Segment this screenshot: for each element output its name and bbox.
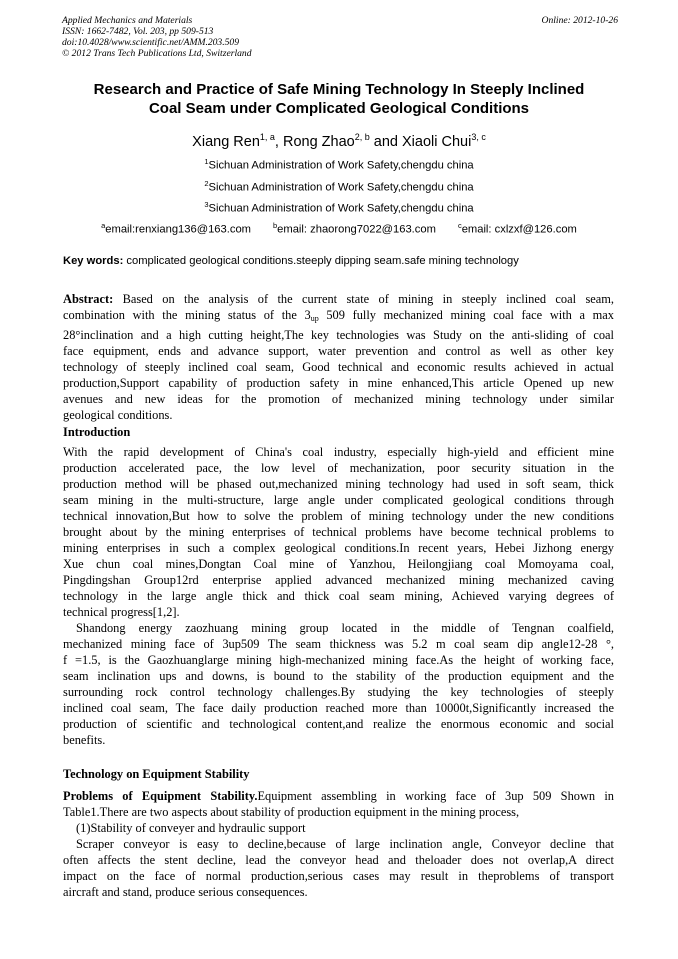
email-marker: c: [457, 221, 462, 230]
abstract-line: technology of steeply inclined coal seam, Good technical and economic results achieved in actual: [63, 360, 614, 374]
paragraph-line: inclined coal seam, The face daily production reached more than 10000t,Significantly increased the: [63, 701, 614, 715]
paragraph-line: f =1.5, is the Gaozhuanglarge mining high-mechanized mining face.As the height of working face,: [63, 653, 614, 667]
introduction-heading: Introduction: [63, 425, 131, 439]
abstract-label: Abstract:: [63, 292, 114, 306]
author-name: Rong Zhao: [282, 133, 355, 150]
affiliation-2: [40, 177, 638, 195]
affiliation-number: 3: [204, 200, 209, 209]
journal-copyright: © 2012 Trans Tech Publications Ltd, Switzerland: [62, 48, 252, 59]
journal-issn: ISSN: 1662-7482, Vol. 203, pp 509-513: [62, 26, 214, 37]
paragraph-line: brought about by the mining enterprises of technical problems have become technical problems to: [63, 525, 614, 539]
paragraph-line: seam mining in the multi-structure, large angle under complicated geological conditions through: [63, 493, 614, 507]
affiliation-text: Sichuan Administration of Work Safety,chengdu china: [208, 181, 474, 194]
title-line-2: Coal Seam under Complicated Geological Conditions: [148, 100, 530, 117]
paragraph-line: technical progress[1,2].: [63, 605, 180, 619]
keywords-text: complicated geological conditions.steeply dipping seam.safe mining technology: [123, 255, 519, 267]
paragraph-line: aircraft and stand, produce serious consequences.: [63, 885, 308, 899]
paragraph-line: technology in the large angle thick and thick coal seam mining, Achieved varying degrees of: [63, 589, 614, 603]
email-a: [101, 219, 251, 237]
list-item: (1)Stability of conveyer and hydraulic support: [76, 821, 306, 835]
paragraph-line: Xue chun coal mines,Dongtan Coal mine of Yanzhou, Heilongjiang coal Momoyama coal,: [63, 557, 614, 571]
email-b: [273, 219, 436, 237]
abstract-line: face equipment, ends and advance support, water prevention and control as well as other key: [63, 344, 614, 358]
affiliation-3: [40, 198, 638, 216]
journal-name: Applied Mechanics and Materials: [62, 15, 193, 26]
paragraph-line: benefits.: [63, 733, 106, 747]
paragraph-line: Scraper conveyor is easy to decline,because of large inclination angle, Conveyor decline that: [76, 837, 614, 851]
paragraph-line: technical innovation,But how to solve the problem of mining technology under the new conditions: [63, 509, 614, 523]
affiliation-number: 2: [204, 179, 209, 188]
abstract-line: avenues and new ideas for the promotion of mechanized mining technology under similar: [63, 392, 614, 406]
author-name: Xiang Ren: [192, 133, 260, 150]
paragraph-line: production accelerated pace, the low level of mechanization, poor security situation in the: [63, 461, 614, 475]
journal-header: [62, 15, 618, 59]
paragraph-line: impact on the face of normal production,serious cases may result in theproblems of transport: [63, 869, 614, 883]
paragraph-line: Table1.There are two aspects about stability of production equipment in the mining process,: [63, 805, 520, 819]
keywords: [63, 254, 618, 268]
affiliation-text: Sichuan Administration of Work Safety,chengdu china: [208, 159, 474, 172]
paper-title: [40, 80, 638, 118]
paragraph-line: Shandong energy zaozhuang mining group located in the middle of Tengnan coalfield,: [76, 621, 614, 635]
paragraph-line: production of scientific and technological content,and realize the enormous economic and social: [63, 717, 614, 731]
author-superscript: 1, a: [259, 132, 275, 142]
author-superscript: 3, c: [471, 132, 486, 142]
author-separator: and: [369, 133, 402, 150]
paragraph-line: production method will be phased out,mechanized mining technology had used in soft seam, thick: [63, 477, 614, 491]
introduction-paragraph-2: [63, 620, 614, 748]
introduction-section: [63, 424, 614, 440]
paragraph-line: Pingdingshan Group12rd enterprise applied advanced mechanized mining mechanized caving: [63, 573, 614, 587]
abstract-section: [63, 291, 614, 423]
equipment-section: [63, 766, 614, 782]
author-superscript: 2, b: [354, 132, 370, 142]
author-name: Xiaoli Chui: [401, 133, 472, 150]
keywords-label: Key words:: [63, 255, 124, 267]
introduction-paragraph-1: [63, 444, 614, 620]
email-text: email: zhaorong7022@163.com: [277, 223, 436, 236]
paragraph-line: mining enterprises in such a complex geological conditions.In recent years, Hebei Jizhong energy: [63, 541, 614, 555]
abstract-line: production,Support capability of production safety in mine enhanced,This article Opened up new: [63, 376, 614, 390]
email-marker: b: [273, 221, 278, 230]
email-text: email:renxiang136@163.com: [105, 223, 251, 236]
title-line-1: Research and Practice of Safe Mining Technology In Steeply Inclined: [93, 81, 585, 98]
online-date: Online: 2012-10-26: [541, 15, 618, 26]
email-text: email: cxlzxf@126.com: [461, 223, 577, 236]
journal-doi: doi:10.4028/www.scientific.net/AMM.203.509: [62, 37, 240, 48]
abstract-line: combination with the mining status of the $3_{up}$ 509 fully mechanized mining coal face with a max: [63, 308, 615, 323]
equipment-paragraph: [63, 788, 614, 900]
email-c: [458, 219, 577, 237]
affiliation-text: Sichuan Administration of Work Safety,chengdu china: [208, 202, 474, 215]
abstract-line: 28°inclination and a high cutting height,The key technologies was Study on the anti-sliding of coal: [63, 328, 614, 342]
equipment-heading: Technology on Equipment Stability: [63, 767, 250, 781]
paragraph-line: mechanized mining face of 3up509 The seam thickness was 5.2 m coal seam dip angle12-28 °,: [63, 637, 614, 651]
paragraph-line: surrounding rock control technology challenges.By studying the key technologies of steeply: [63, 685, 614, 699]
paragraph-line: With the rapid development of China's coal industry, especially high-yield and efficient mine: [63, 445, 614, 459]
author-list: [40, 128, 638, 151]
paragraph-line: Problems of Equipment Stability.Equipment assembling in working face of 3up 509 Shown in: [63, 789, 614, 803]
author-emails: [40, 219, 638, 237]
author-separator: ,: [274, 133, 283, 150]
problems-label: Problems of Equipment Stability.: [63, 789, 258, 803]
abstract-line: Abstract: Based on the analysis of the current state of mining in steeply inclined coal seam,: [63, 292, 614, 306]
email-marker: a: [101, 221, 106, 230]
affiliation-1: [40, 155, 638, 173]
abstract-line: geological conditions.: [63, 408, 173, 422]
affiliation-number: 1: [204, 157, 209, 166]
paragraph-line: seam inclination ups and downs, is bound to the stability of the production equipment and the: [63, 669, 614, 683]
paragraph-line: often affects the stent decline, lead the conveyor head and theloader does not overlap,A direct: [63, 853, 614, 867]
